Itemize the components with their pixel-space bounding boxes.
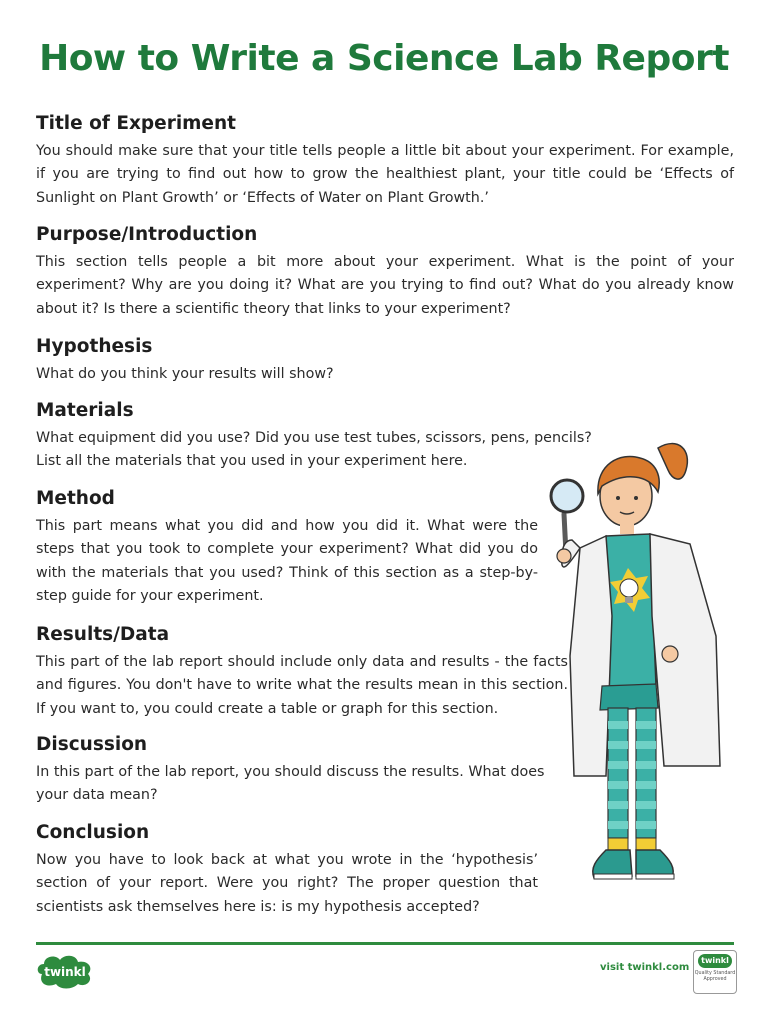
quality-badge-icon — [693, 950, 737, 994]
section-title-of-experiment — [36, 113, 734, 210]
section-purpose — [36, 224, 734, 321]
section-hypothesis — [36, 336, 734, 386]
page-title: How to Write a Science Lab Report — [39, 38, 729, 79]
section-body: Now you have to look back at what you wrote in the ‘hypothesis’ section of your report. Were you right? The proper question that scientists ask themselves here is: is my hypothesis accepted? — [36, 852, 538, 915]
section-body: This part of the lab report should include only data and results - the facts and figures. You don't have to write what the results mean in this section. If you want to, you could create a table or graph for this section. — [36, 654, 568, 717]
section-heading: Purpose/Introduction — [36, 224, 258, 245]
section-body: This part means what you did and how you did it. What were the steps that you took to complete your experiment? What did you do with the materials that you used? Think of this section as a step-by-step guide for your experiment. — [36, 518, 538, 604]
section-discussion — [36, 734, 560, 808]
section-heading: Method — [36, 488, 115, 509]
section-heading: Title of Experiment — [36, 113, 236, 134]
section-body: What do you think your results will show? — [36, 366, 334, 382]
section-heading: Results/Data — [36, 624, 170, 645]
scientist-illustration — [540, 436, 740, 906]
section-heading: Materials — [36, 400, 134, 421]
footer-divider — [36, 942, 734, 945]
section-method — [36, 488, 538, 608]
section-body: This section tells people a bit more about your experiment. What is the point of your experiment? Why are you doing it? What are you trying to find out? What do you already know about it? Is there a scientific theory that links to your experiment? — [36, 254, 734, 317]
section-heading: Discussion — [36, 734, 148, 755]
section-body: In this part of the lab report, you should discuss the results. What does your data mean? — [36, 764, 545, 804]
section-heading: Hypothesis — [36, 336, 153, 357]
section-results — [36, 624, 568, 721]
visit-link[interactable]: visit twinkl.com — [600, 962, 690, 973]
section-body: What equipment did you use? Did you use test tubes, scissors, pens, pencils? List all the materials that you used in your experiment here. — [36, 430, 592, 470]
section-body: You should make sure that your title tells people a little bit about your experiment. For example, if you are trying to find out how to grow the healthiest plant, your title could be ‘Effects of Sunlight on Plant Growth’ or ‘Effects of Water on Plant Growth.’ — [36, 143, 734, 206]
badge-logo: twinkl — [698, 954, 732, 968]
svg-text:twinkl: twinkl — [44, 965, 86, 979]
section-heading: Conclusion — [36, 822, 150, 843]
section-conclusion — [36, 822, 538, 919]
section-materials — [36, 400, 608, 474]
badge-text: Quality Standard Approved — [694, 971, 736, 982]
twinkl-logo[interactable] — [34, 950, 96, 990]
